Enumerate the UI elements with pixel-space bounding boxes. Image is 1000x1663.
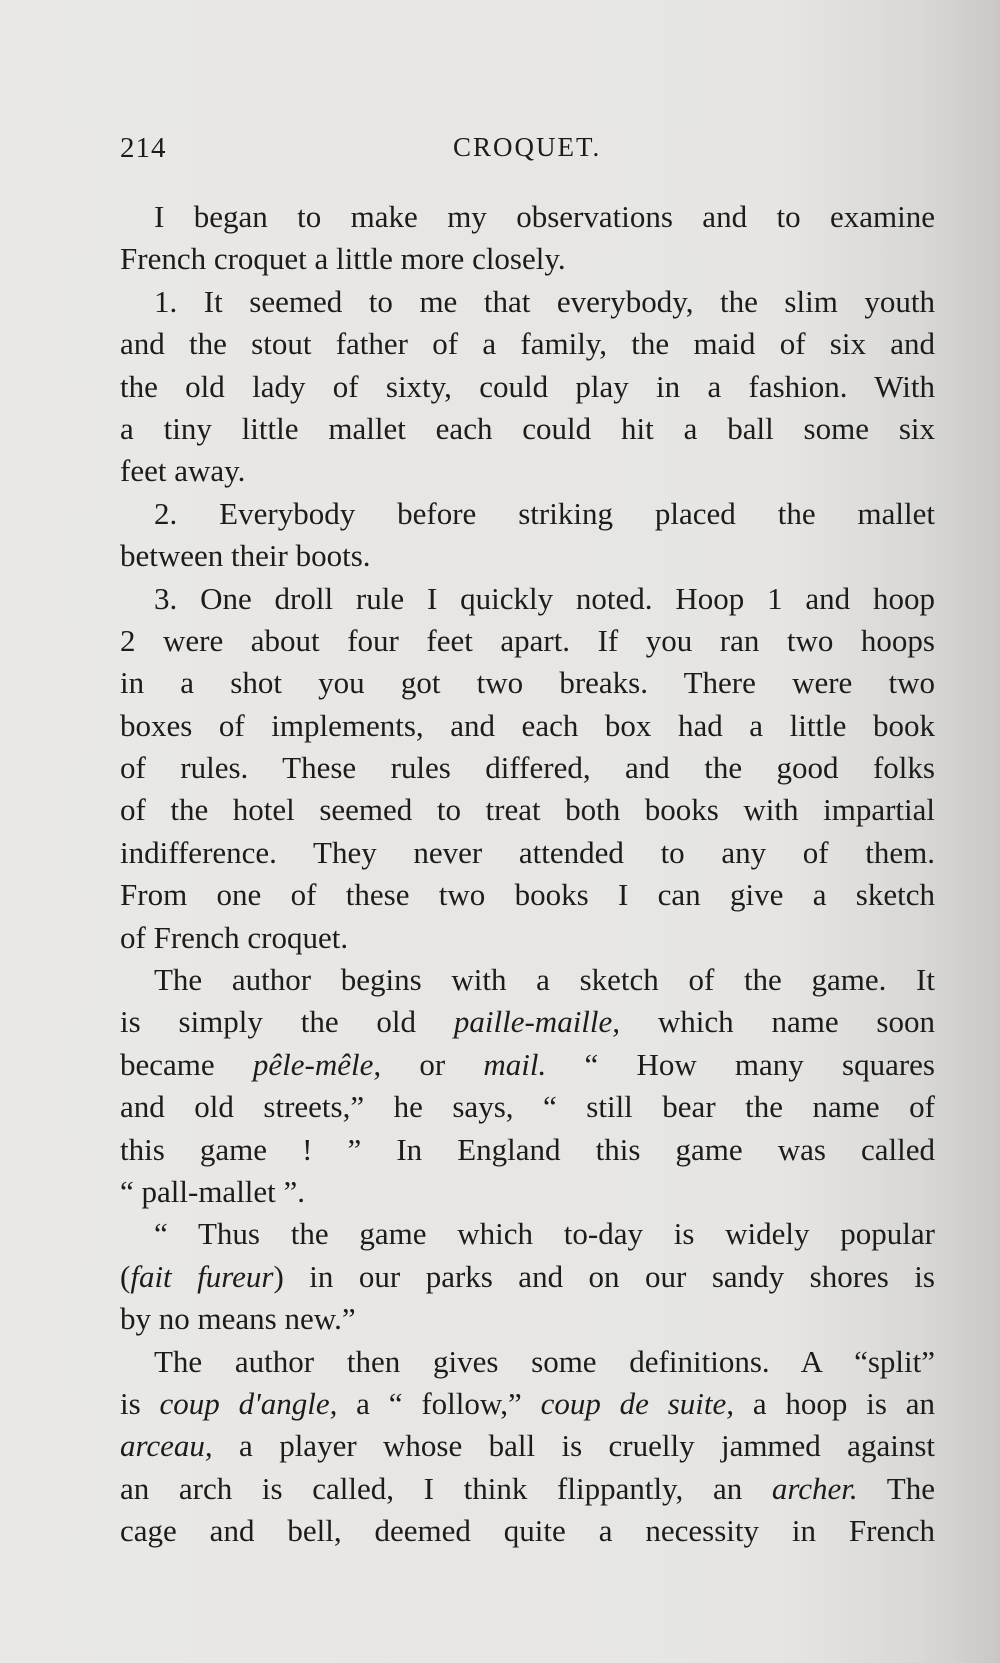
text-line: 2. Everybody before striking placed the mallet: [154, 495, 935, 531]
text-line: of rules. These rules differed, and the good folks: [120, 750, 935, 786]
italic-term: paille-maille,: [453, 1004, 621, 1040]
text-line: The author then gives some definitions. A “split”: [154, 1343, 935, 1379]
text-line: 2 were about four feet apart. If you ran two hoops: [120, 622, 935, 658]
body-text: [120, 196, 935, 1553]
text-line: this game ! ” In England this game was called: [120, 1131, 935, 1167]
italic-term: pêle-mêle,: [252, 1046, 382, 1082]
text-line: is coup d'angle, a “ follow,” coup de suite, a hoop is an: [120, 1385, 935, 1421]
text-line: feet away.: [120, 453, 246, 489]
text-line: From one of these two books I can give a sketch: [120, 877, 935, 913]
text-line: (fait fureur) in our parks and on our sandy shores is: [120, 1258, 935, 1294]
text-line: arceau, a player whose ball is cruelly jammed against: [120, 1428, 935, 1464]
text-line: by no means new.”: [120, 1301, 356, 1337]
text-line: indifference. They never attended to any of them.: [120, 834, 935, 870]
text-line: I began to make my observations and to examine: [154, 199, 935, 234]
text-line: in a shot you got two breaks. There were two: [120, 665, 935, 701]
italic-term: fait fureur: [130, 1258, 274, 1294]
text-line: boxes of implements, and each box had a little book: [120, 707, 935, 743]
text-line: “ pall-mallet ”.: [120, 1173, 306, 1209]
text-line: of French croquet.: [120, 919, 349, 955]
text-line: “ Thus the game which to-day is widely popular: [154, 1216, 935, 1252]
text-line: is simply the old paille-maille, which name soon: [120, 1004, 935, 1040]
text-line: became pêle-mêle, or mail. “ How many squares: [120, 1046, 935, 1082]
italic-term: coup d'angle,: [159, 1385, 338, 1421]
text-line: the old lady of sixty, could play in a fashion. With: [120, 368, 935, 404]
text-line: and old streets,” he says, “ still bear the name of: [120, 1089, 935, 1125]
text-line: 1. It seemed to me that everybody, the slim youth: [154, 283, 935, 319]
text-line: of the hotel seemed to treat both books with impartial: [120, 792, 935, 828]
italic-term: archer.: [771, 1470, 858, 1506]
running-title: CROQUET.: [453, 132, 602, 162]
running-head: [120, 132, 935, 172]
text-line: a tiny little mallet each could hit a ball some six: [120, 410, 935, 446]
text-line: The author begins with a sketch of the game. It: [154, 962, 935, 998]
italic-term: coup de suite,: [540, 1385, 735, 1421]
italic-term: mail.: [483, 1046, 547, 1082]
italic-term: arceau,: [120, 1428, 213, 1464]
text-line: an arch is called, I think flippantly, an archer. The: [120, 1470, 935, 1506]
text-line: 3. One droll rule I quickly noted. Hoop 1 and hoop: [154, 580, 935, 616]
text-line: and the stout father of a family, the maid of six and: [120, 326, 935, 362]
text-line: cage and bell, deemed quite a necessity in French: [120, 1513, 935, 1549]
text-line: between their boots.: [120, 538, 371, 574]
text-line: French croquet a little more closely.: [120, 241, 566, 277]
page-number: 214: [120, 132, 167, 164]
